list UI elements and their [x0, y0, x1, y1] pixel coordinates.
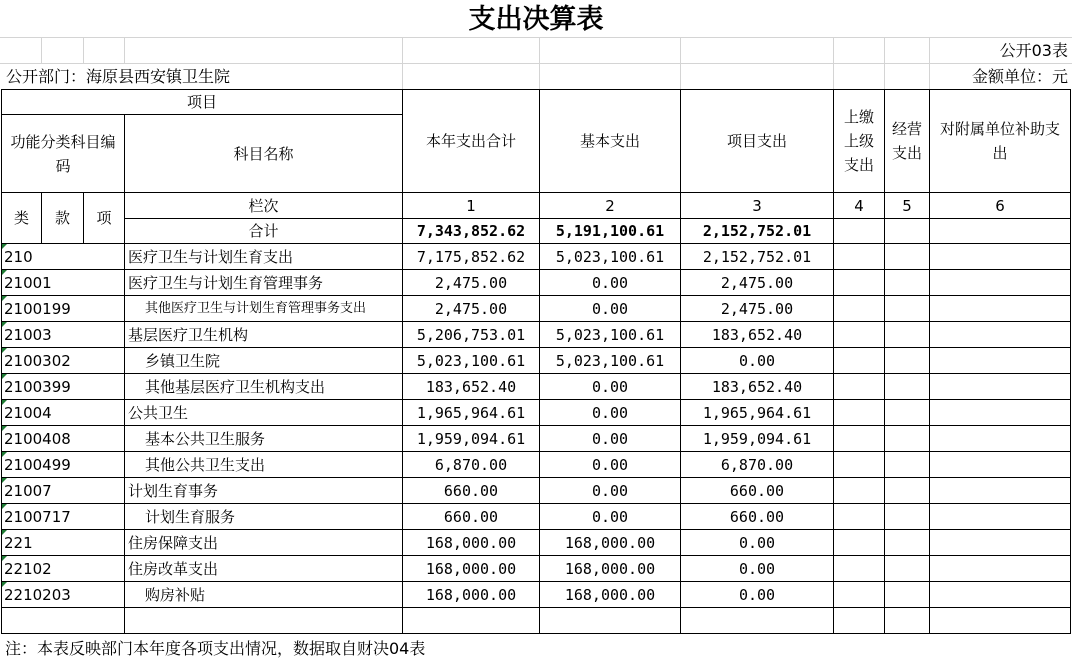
sum-label: 合计: [125, 219, 403, 244]
gridline: [680, 37, 681, 89]
empty-cell: [834, 322, 885, 348]
gridline: [124, 37, 125, 63]
header-total: 本年支出合计: [403, 90, 540, 193]
table-row: [2, 296, 1071, 322]
cell-marker-icon: [2, 348, 7, 353]
row-project: 0.00: [681, 556, 834, 582]
table-row: [2, 426, 1071, 452]
col-number: 4: [834, 193, 885, 219]
row-basic: 5,023,100.61: [540, 322, 681, 348]
empty-cell: [930, 322, 1071, 348]
cell-marker-icon: [2, 374, 7, 379]
cell-marker-icon: [2, 244, 7, 249]
empty-cell: [834, 530, 885, 556]
row-name: 其他医疗卫生与计划生育管理事务支出: [125, 296, 403, 322]
empty-cell: [930, 374, 1071, 400]
row-project: 2,475.00: [681, 270, 834, 296]
empty-cell: [885, 244, 930, 270]
empty-cell: [834, 270, 885, 296]
sum-basic: 5,191,100.61: [540, 219, 681, 244]
empty-cell: [885, 374, 930, 400]
row-project: 2,475.00: [681, 296, 834, 322]
table-row: [2, 556, 1071, 582]
header-item: 项目: [2, 90, 403, 115]
row-name: 计划生育事务: [125, 478, 403, 504]
row-name: 其他公共卫生支出: [125, 452, 403, 478]
col-number: 3: [681, 193, 834, 219]
row-total: 1,965,964.61: [403, 400, 540, 426]
empty-cell: [930, 348, 1071, 374]
row-code: [2, 452, 125, 478]
header-lei: 类: [2, 193, 42, 244]
empty-cell: [885, 400, 930, 426]
empty-cell: [885, 530, 930, 556]
row-name: 公共卫生: [125, 400, 403, 426]
row-basic: 0.00: [540, 504, 681, 530]
empty-cell: [834, 426, 885, 452]
row-code-text: 210: [4, 247, 33, 266]
cell-marker-icon: [2, 504, 7, 509]
row-code: [2, 504, 125, 530]
row-basic: 5,023,100.61: [540, 244, 681, 270]
table-row: [2, 452, 1071, 478]
empty-cell: [885, 608, 930, 634]
row-project: 2,152,752.01: [681, 244, 834, 270]
row-basic: 168,000.00: [540, 582, 681, 608]
row-total: 5,023,100.61: [403, 348, 540, 374]
row-project: 1,959,094.61: [681, 426, 834, 452]
row-total: 2,475.00: [403, 270, 540, 296]
header-project: 项目支出: [681, 90, 834, 193]
empty-cell: [930, 556, 1071, 582]
sum-project: 2,152,752.01: [681, 219, 834, 244]
gridline: [83, 37, 84, 63]
row-total: 183,652.40: [403, 374, 540, 400]
sum-total: 7,343,852.62: [403, 219, 540, 244]
row-total: 7,175,852.62: [403, 244, 540, 270]
empty-cell: [834, 608, 885, 634]
empty-cell: [930, 478, 1071, 504]
row-project: 0.00: [681, 582, 834, 608]
cell-marker-icon: [2, 582, 7, 587]
empty-cell: [2, 608, 125, 634]
table-row: [2, 504, 1071, 530]
row-code: [2, 478, 125, 504]
row-total: 660.00: [403, 478, 540, 504]
table-row: [2, 478, 1071, 504]
row-total: 5,206,753.01: [403, 322, 540, 348]
gridline: [41, 37, 42, 63]
row-code-text: 221: [4, 533, 33, 552]
empty-cell: [834, 582, 885, 608]
row-project: 660.00: [681, 504, 834, 530]
row-basic: 168,000.00: [540, 530, 681, 556]
row-code: [2, 348, 125, 374]
table-row: [2, 530, 1071, 556]
row-name: 住房保障支出: [125, 530, 403, 556]
row-code-text: 21007: [4, 481, 52, 500]
row-name: 医疗卫生与计划生育管理事务: [125, 270, 403, 296]
empty-cell: [885, 556, 930, 582]
header-business: 经营支出: [885, 90, 930, 193]
empty-cell: [834, 400, 885, 426]
empty-cell: [930, 219, 1071, 244]
row-project: 183,652.40: [681, 374, 834, 400]
department-label: 公开部门：海原县西安镇卫生院: [6, 67, 231, 86]
row-code-text: 2100302: [4, 351, 71, 370]
col-number: 6: [930, 193, 1071, 219]
table-row: [2, 348, 1071, 374]
col-number: 2: [540, 193, 681, 219]
empty-cell: [834, 219, 885, 244]
empty-cell: [885, 348, 930, 374]
row-code-text: 2100199: [4, 299, 71, 318]
row-total: 2,475.00: [403, 296, 540, 322]
gridline: [539, 37, 540, 89]
empty-cell: [834, 296, 885, 322]
row-basic: 0.00: [540, 374, 681, 400]
row-project: 0.00: [681, 530, 834, 556]
row-basic: 168,000.00: [540, 556, 681, 582]
expenditure-table: [1, 89, 1071, 634]
row-name: 医疗卫生与计划生育支出: [125, 244, 403, 270]
row-project: 0.00: [681, 348, 834, 374]
row-basic: 0.00: [540, 452, 681, 478]
empty-cell: [540, 608, 681, 634]
empty-cell: [885, 322, 930, 348]
empty-cell: [930, 270, 1071, 296]
row-total: 168,000.00: [403, 530, 540, 556]
empty-cell: [930, 582, 1071, 608]
empty-cell: [834, 504, 885, 530]
row-code: [2, 400, 125, 426]
empty-cell: [885, 478, 930, 504]
cell-marker-icon: [2, 556, 7, 561]
row-project: 183,652.40: [681, 322, 834, 348]
row-code: [2, 556, 125, 582]
cell-marker-icon: [2, 426, 7, 431]
cell-marker-icon: [2, 322, 7, 327]
row-code: [2, 374, 125, 400]
row-code-text: 21001: [4, 273, 52, 292]
empty-cell: [930, 426, 1071, 452]
empty-cell: [885, 504, 930, 530]
row-name: 购房补贴: [125, 582, 403, 608]
empty-cell: [930, 244, 1071, 270]
row-code: [2, 582, 125, 608]
row-project: 1,965,964.61: [681, 400, 834, 426]
row-total: 660.00: [403, 504, 540, 530]
table-number: 公开03表: [999, 41, 1068, 60]
row-project: 6,870.00: [681, 452, 834, 478]
row-basic: 0.00: [540, 478, 681, 504]
cell-marker-icon: [2, 478, 7, 483]
empty-cell: [885, 270, 930, 296]
empty-cell: [930, 504, 1071, 530]
cell-marker-icon: [2, 270, 7, 275]
col-number: 5: [885, 193, 930, 219]
gridline: [0, 63, 1072, 64]
empty-cell: [834, 478, 885, 504]
table-row: [2, 270, 1071, 296]
table-row: [2, 374, 1071, 400]
cell-marker-icon: [2, 296, 7, 301]
row-total: 6,870.00: [403, 452, 540, 478]
row-name: 住房改革支出: [125, 556, 403, 582]
empty-cell: [930, 400, 1071, 426]
unit-label: 金额单位：元: [971, 67, 1068, 86]
row-code-text: 22102: [4, 559, 52, 578]
empty-cell: [834, 348, 885, 374]
row-code-text: 2100408: [4, 429, 71, 448]
row-total: 168,000.00: [403, 582, 540, 608]
row-code-text: 21003: [4, 325, 52, 344]
row-name: 乡镇卫生院: [125, 348, 403, 374]
row-code: [2, 270, 125, 296]
row-basic: 0.00: [540, 270, 681, 296]
empty-cell: [930, 296, 1071, 322]
empty-cell: [930, 452, 1071, 478]
empty-cell: [834, 556, 885, 582]
row-code-text: 2100717: [4, 507, 71, 526]
cell-marker-icon: [2, 400, 7, 405]
row-total: 168,000.00: [403, 556, 540, 582]
row-name: 基层医疗卫生机构: [125, 322, 403, 348]
table-row: [2, 322, 1071, 348]
row-code: [2, 426, 125, 452]
empty-cell: [834, 244, 885, 270]
gridline: [884, 37, 885, 89]
row-total: 1,959,094.61: [403, 426, 540, 452]
empty-cell: [125, 608, 403, 634]
empty-cell: [885, 452, 930, 478]
report-title: 支出决算表: [468, 4, 604, 35]
header-subject-name: 科目名称: [125, 115, 403, 193]
empty-cell: [681, 608, 834, 634]
row-code-text: 21004: [4, 403, 52, 422]
empty-cell: [403, 608, 540, 634]
footnote: 注：本表反映部门本年度各项支出情况，数据取自财决04表: [5, 639, 426, 658]
empty-cell: [885, 582, 930, 608]
row-name: 其他基层医疗卫生机构支出: [125, 374, 403, 400]
header-func-code: 功能分类科目编码: [2, 115, 125, 193]
row-code: [2, 296, 125, 322]
empty-cell: [834, 374, 885, 400]
row-name: 基本公共卫生服务: [125, 426, 403, 452]
col-number: 1: [403, 193, 540, 219]
row-code: [2, 530, 125, 556]
row-basic: 0.00: [540, 426, 681, 452]
empty-cell: [930, 530, 1071, 556]
gridline: [833, 37, 834, 89]
empty-cell: [834, 452, 885, 478]
row-code: [2, 244, 125, 270]
header-basic: 基本支出: [540, 90, 681, 193]
table-row: [2, 582, 1071, 608]
row-basic: 0.00: [540, 296, 681, 322]
row-code-text: 2100499: [4, 455, 71, 474]
row-basic: 5,023,100.61: [540, 348, 681, 374]
table-row: [2, 244, 1071, 270]
header-kuan: 款: [42, 193, 84, 244]
row-code: [2, 322, 125, 348]
blank-row: [2, 608, 1071, 634]
cell-marker-icon: [2, 452, 7, 457]
header-xiang: 项: [84, 193, 125, 244]
table-row: [2, 400, 1071, 426]
empty-cell: [885, 426, 930, 452]
row-name: 计划生育服务: [125, 504, 403, 530]
header-superior: 上缴上级支出: [834, 90, 885, 193]
empty-cell: [930, 608, 1071, 634]
header-subsidy: 对附属单位补助支出: [930, 90, 1071, 193]
row-project: 660.00: [681, 478, 834, 504]
cell-marker-icon: [2, 530, 7, 535]
gridline: [929, 37, 930, 89]
row-code-text: 2210203: [4, 585, 71, 604]
row-basic: 0.00: [540, 400, 681, 426]
row-code-text: 2100399: [4, 377, 71, 396]
empty-cell: [885, 296, 930, 322]
gridline: [402, 37, 403, 89]
empty-cell: [885, 219, 930, 244]
header-column-no: 栏次: [125, 193, 403, 219]
